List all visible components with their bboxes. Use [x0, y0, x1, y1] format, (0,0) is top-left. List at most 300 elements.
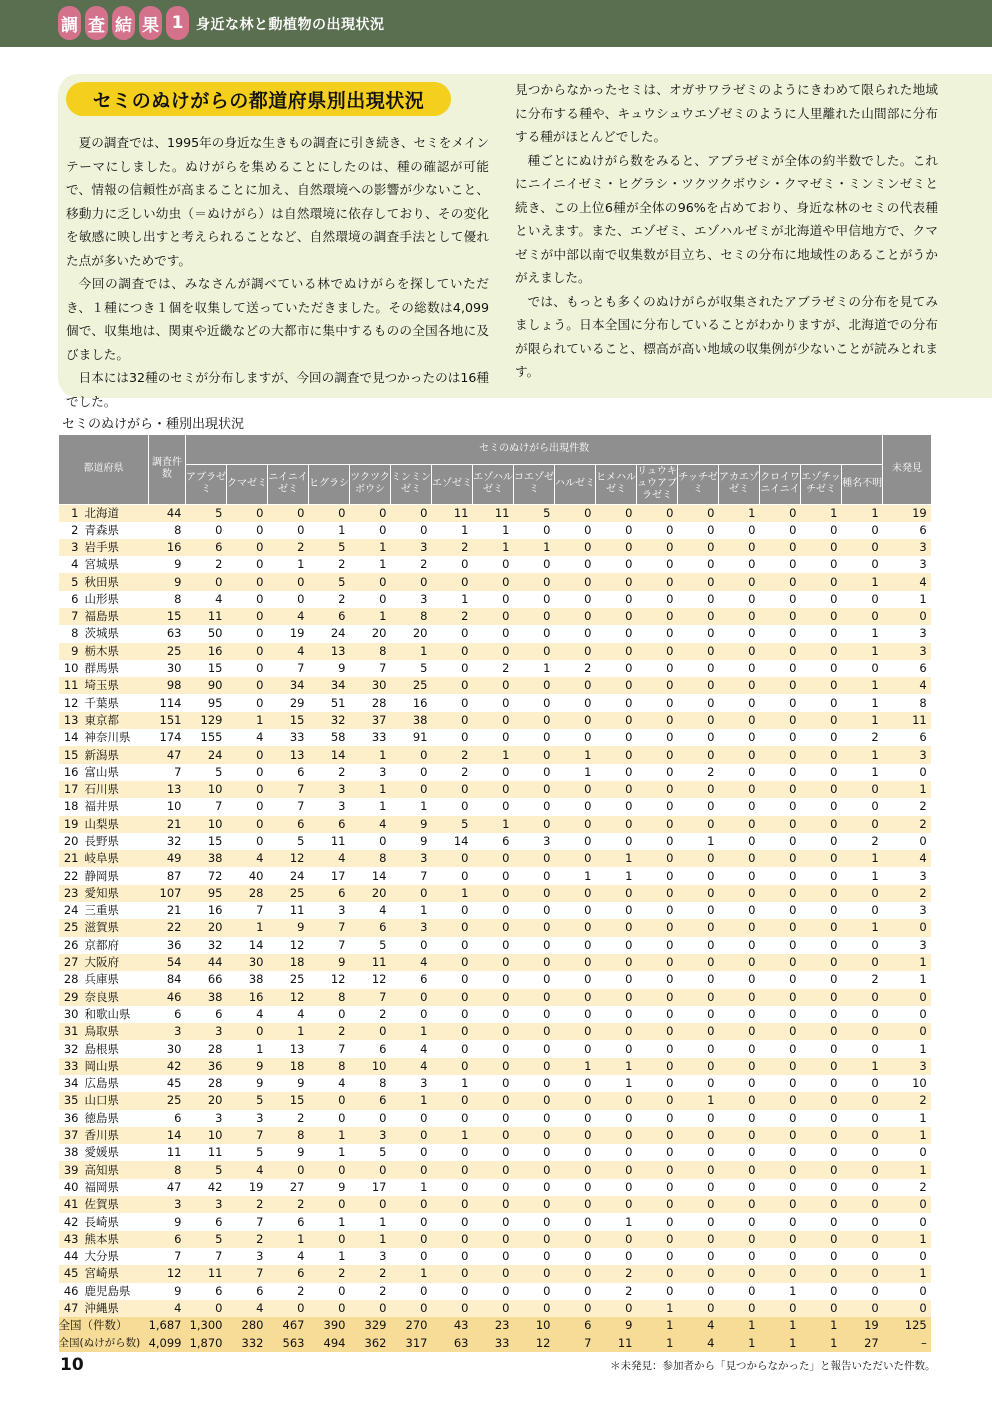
table-cell: 4 [350, 902, 391, 919]
table-cell: 4 [678, 1334, 719, 1351]
prefecture-cell [59, 919, 149, 936]
table-cell: 13 [268, 1040, 309, 1057]
page-number: 10 [60, 1355, 84, 1375]
table-cell: 2 [883, 885, 931, 902]
table-cell: 0 [514, 556, 555, 573]
table-cell: 0 [473, 625, 514, 642]
table-row [59, 556, 931, 573]
table-cell: 9 [309, 660, 350, 677]
table-cell: 10 [186, 1127, 227, 1144]
table-cell: 14 [432, 833, 473, 850]
table-cell: 0 [227, 764, 268, 781]
prefecture-cell [59, 867, 149, 884]
table-row [59, 1161, 931, 1178]
table-cell: 0 [801, 746, 842, 763]
table-row [59, 643, 931, 660]
table-cell: 12 [268, 850, 309, 867]
table-cell: 9 [149, 1213, 186, 1230]
table-cell: 0 [842, 1179, 883, 1196]
table-cell: 0 [760, 1196, 801, 1213]
table-cell: 129 [186, 712, 227, 729]
table-cell: 0 [637, 867, 678, 884]
table-cell: 0 [637, 1213, 678, 1230]
table-cell: 1 [883, 591, 931, 608]
table-cell: 0 [555, 1040, 596, 1057]
prefecture-name: 新潟県 [84, 747, 119, 762]
row-number: 36 [63, 1110, 79, 1125]
table-cell: 4 [149, 1300, 186, 1317]
table-cell: 25 [268, 971, 309, 988]
header-species: アブラゼミ [186, 464, 227, 504]
table-cell: 0 [760, 643, 801, 660]
table-cell: 0 [596, 712, 637, 729]
table-cell: 0 [350, 504, 391, 522]
table-cell: 0 [473, 1300, 514, 1317]
table-cell: 0 [555, 902, 596, 919]
table-cell: 0 [432, 971, 473, 988]
table-cell: 0 [227, 798, 268, 815]
table-cell: 0 [719, 816, 760, 833]
table-cell: 0 [801, 1231, 842, 1248]
table-cell: 0 [760, 1023, 801, 1040]
table-cell: 0 [883, 1023, 931, 1040]
table-cell: 1 [842, 850, 883, 867]
table-cell: 6 [149, 1006, 186, 1023]
header-species: ツクツクボウシ [350, 464, 391, 504]
table-cell: 0 [596, 989, 637, 1006]
table-cell: 0 [760, 591, 801, 608]
table-cell: 0 [473, 1058, 514, 1075]
table-cell: 0 [473, 694, 514, 711]
row-number: 19 [63, 816, 79, 831]
table-cell: 90 [186, 677, 227, 694]
table-cell: 0 [801, 608, 842, 625]
table-cell: 0 [514, 764, 555, 781]
table-cell: 1 [350, 746, 391, 763]
table-cell: 3 [149, 1023, 186, 1040]
table-cell: 0 [842, 885, 883, 902]
table-row [59, 660, 931, 677]
table-cell: 0 [432, 1006, 473, 1023]
table-cell: 0 [309, 1196, 350, 1213]
table-cell: 1 [842, 504, 883, 522]
table-cell: 0 [801, 1075, 842, 1092]
table-cell: 4 [391, 1058, 432, 1075]
prefecture-cell [59, 1300, 149, 1317]
table-cell: 0 [227, 781, 268, 798]
table-row [59, 1110, 931, 1127]
prefecture-name: 静岡県 [84, 868, 119, 883]
table-cell: 50 [186, 625, 227, 642]
table-cell: 51 [309, 694, 350, 711]
table-cell: 4 [227, 1006, 268, 1023]
table-cell: 0 [514, 1283, 555, 1300]
table-cell: 54 [149, 954, 186, 971]
table-cell: 0 [883, 989, 931, 1006]
table-cell: 0 [719, 1006, 760, 1023]
paragraph: では、もっとも多くのぬけがらが収集されたアブラゼミの分布を見てみましょう。日本全国に分布していることがわかりますが、北海道での分布が限られていること、標高が高い地域の収集例が少ないことが読みとれます。 [515, 293, 938, 379]
table-cell: 0 [227, 504, 268, 522]
table-cell: 12 [149, 1265, 186, 1282]
table-cell: 0 [473, 1248, 514, 1265]
table-cell: 0 [596, 1231, 637, 1248]
table-cell: 0 [555, 798, 596, 815]
table-cell: 0 [760, 764, 801, 781]
table-row [59, 729, 931, 746]
table-cell: 1 [637, 1317, 678, 1334]
table-cell: 0 [555, 625, 596, 642]
table-cell: 0 [350, 1196, 391, 1213]
table-cell: 0 [514, 1023, 555, 1040]
row-number: 42 [63, 1214, 79, 1229]
table-cell: 0 [514, 816, 555, 833]
header-species: リュウキュウアブラゼミ [637, 464, 678, 504]
table-cell: 10 [350, 1058, 391, 1075]
table-cell: 0 [555, 971, 596, 988]
table-cell: 15 [186, 833, 227, 850]
table-row [59, 1231, 931, 1248]
table-cell: 1 [350, 539, 391, 556]
row-number: 14 [63, 730, 79, 745]
table-cell: 15 [268, 1092, 309, 1109]
table-cell: 10 [186, 781, 227, 798]
table-cell: 30 [227, 954, 268, 971]
table-row [59, 1196, 931, 1213]
row-number: 10 [63, 661, 79, 676]
table-cell: 0 [596, 660, 637, 677]
table-cell: 0 [555, 954, 596, 971]
table-cell: 0 [555, 1161, 596, 1178]
prefecture-name: 石川県 [84, 782, 119, 797]
table-cell: 0 [760, 1075, 801, 1092]
table-cell: 4 [227, 1300, 268, 1317]
table-cell: 5 [186, 504, 227, 522]
prefecture-cell [59, 989, 149, 1006]
table-cell: 2 [555, 660, 596, 677]
table-cell: 0 [719, 989, 760, 1006]
table-cell: 0 [801, 850, 842, 867]
table-cell: – [883, 1334, 931, 1351]
table-cell: 0 [432, 1283, 473, 1300]
table-row [59, 781, 931, 798]
table-cell: 0 [432, 1144, 473, 1161]
table-cell: 0 [555, 1283, 596, 1300]
table-row [59, 1300, 931, 1317]
table-cell: 0 [596, 643, 637, 660]
row-number: 8 [71, 626, 79, 641]
table-cell: 6 [883, 729, 931, 746]
table-cell: 0 [801, 1092, 842, 1109]
table-cell: 15 [268, 712, 309, 729]
table-row [59, 1283, 931, 1300]
table-cell: 0 [719, 954, 760, 971]
prefecture-name: 島根県 [84, 1041, 119, 1056]
table-cell: 0 [637, 504, 678, 522]
table-cell: 6 [186, 1213, 227, 1230]
row-number: 12 [63, 695, 79, 710]
table-cell: 0 [514, 1231, 555, 1248]
table-cell: 5 [186, 1231, 227, 1248]
table-cell: 0 [227, 608, 268, 625]
table-cell: 0 [678, 1161, 719, 1178]
table-cell: 11 [432, 504, 473, 522]
row-number: 26 [63, 937, 79, 952]
table-cell: 0 [678, 1144, 719, 1161]
table-cell: 1 [391, 902, 432, 919]
table-cell: 20 [350, 625, 391, 642]
table-cell: 4 [678, 1317, 719, 1334]
table-cell: 0 [432, 1023, 473, 1040]
table-cell: 0 [842, 781, 883, 798]
table-cell: 38 [186, 989, 227, 1006]
table-cell: 49 [149, 850, 186, 867]
table-cell: 0 [391, 504, 432, 522]
table-cell: 0 [842, 539, 883, 556]
table-cell: 0 [801, 781, 842, 798]
prefecture-cell [59, 1283, 149, 1300]
table-cell: 0 [678, 1040, 719, 1057]
table-cell: 15 [186, 660, 227, 677]
table-cell: 317 [391, 1334, 432, 1351]
table-cell: 7 [149, 1248, 186, 1265]
prefecture-name: 沖縄県 [84, 1301, 119, 1315]
table-cell: 0 [555, 694, 596, 711]
table-cell: 0 [473, 1127, 514, 1144]
table-cell: 3 [883, 625, 931, 642]
table-cell: 0 [801, 1196, 842, 1213]
table-cell: 6 [268, 1213, 309, 1230]
table-cell: 0 [555, 989, 596, 1006]
table-cell: 0 [842, 937, 883, 954]
table-cell: 0 [350, 833, 391, 850]
table-cell: 12 [268, 989, 309, 1006]
table-cell: 0 [514, 954, 555, 971]
table-cell: 0 [514, 885, 555, 902]
table-cell: 0 [801, 1110, 842, 1127]
table-cell: 6 [555, 1317, 596, 1334]
table-cell: 0 [637, 625, 678, 642]
table-cell: 44 [186, 954, 227, 971]
table-cell: 0 [678, 539, 719, 556]
table-cell: 63 [149, 625, 186, 642]
prefecture-name: 福岡県 [84, 1179, 119, 1194]
table-cell: 1 [268, 1023, 309, 1040]
table-cell: 11 [268, 902, 309, 919]
prefecture-name: 奈良県 [84, 989, 119, 1004]
prefecture-name: 滋賀県 [84, 920, 119, 935]
table-cell: 0 [678, 971, 719, 988]
table-cell: 2 [391, 556, 432, 573]
table-cell: 0 [473, 556, 514, 573]
table-cell: 0 [637, 781, 678, 798]
table-cell: 44 [149, 504, 186, 522]
table-cell: 3 [883, 746, 931, 763]
table-cell: 8 [149, 522, 186, 539]
table-cell: 0 [514, 1058, 555, 1075]
table-cell: 0 [227, 816, 268, 833]
prefecture-name: 高知県 [84, 1162, 119, 1177]
table-cell: 0 [473, 608, 514, 625]
table-row [59, 1248, 931, 1265]
table-cell: 11 [186, 608, 227, 625]
table-cell: 1 [432, 885, 473, 902]
table-cell: 0 [596, 833, 637, 850]
table-cell: 0 [309, 1231, 350, 1248]
table-cell: 3 [186, 1023, 227, 1040]
table-cell: 0 [432, 1213, 473, 1230]
prefecture-cell [59, 660, 149, 677]
row-number: 23 [63, 885, 79, 900]
prefecture-name: 和歌山県 [84, 1006, 131, 1021]
table-cell: 0 [760, 1006, 801, 1023]
table-cell: 0 [268, 573, 309, 590]
table-cell: 7 [186, 1248, 227, 1265]
table-cell: 0 [719, 902, 760, 919]
table-cell: 3 [350, 1127, 391, 1144]
table-cell: 0 [473, 764, 514, 781]
table-cell: 7 [227, 1265, 268, 1282]
table-cell: 0 [719, 1265, 760, 1282]
table-cell: 2 [309, 764, 350, 781]
table-cell: 0 [637, 573, 678, 590]
prefecture-cell [59, 694, 149, 711]
table-cell: 0 [637, 694, 678, 711]
table-row [59, 539, 931, 556]
total-label: 全国(ぬけがら数) [59, 1334, 149, 1351]
table-cell: 0 [473, 781, 514, 798]
table-cell: 0 [555, 643, 596, 660]
table-cell: 28 [227, 885, 268, 902]
row-number: 27 [63, 955, 79, 970]
table-cell: 0 [719, 1023, 760, 1040]
table-cell: 11 [186, 1265, 227, 1282]
table-cell: 0 [760, 729, 801, 746]
table-cell: 0 [719, 1161, 760, 1178]
table-cell: 1 [883, 781, 931, 798]
table-cell: 0 [637, 677, 678, 694]
table-cell: 0 [760, 798, 801, 815]
table-cell: 0 [391, 746, 432, 763]
table-cell: 2 [432, 539, 473, 556]
table-cell: 0 [268, 504, 309, 522]
table-cell: 0 [391, 989, 432, 1006]
table-cell: 0 [391, 1110, 432, 1127]
table-cell: 0 [678, 937, 719, 954]
table-cell: 0 [719, 643, 760, 660]
table-cell: 0 [350, 1161, 391, 1178]
table-cell: 0 [514, 1179, 555, 1196]
table-cell: 0 [555, 1023, 596, 1040]
table-cell: 0 [719, 919, 760, 936]
table-cell: 0 [760, 556, 801, 573]
table-cell: 0 [637, 1161, 678, 1178]
table-cell: 0 [678, 1075, 719, 1092]
table-cell: 3 [883, 539, 931, 556]
table-cell: 0 [514, 1127, 555, 1144]
table-cell: 9 [391, 816, 432, 833]
table-cell: 0 [801, 816, 842, 833]
table-cell: 329 [350, 1317, 391, 1334]
table-cell: 10 [149, 798, 186, 815]
table-cell: 0 [514, 798, 555, 815]
table-cell: 0 [801, 1283, 842, 1300]
table-row [59, 954, 931, 971]
table-cell: 0 [842, 1283, 883, 1300]
table-cell: 2 [186, 556, 227, 573]
table-cell: 0 [678, 573, 719, 590]
table-cell: 0 [842, 1006, 883, 1023]
table-cell: 9 [309, 954, 350, 971]
table-cell: 0 [842, 954, 883, 971]
table-cell: 0 [637, 1006, 678, 1023]
table-cell: 9 [149, 1283, 186, 1300]
table-cell: 36 [149, 937, 186, 954]
table-cell: 5 [268, 833, 309, 850]
table-cell: 0 [760, 954, 801, 971]
table-cell: 1 [842, 573, 883, 590]
table-cell: 0 [760, 677, 801, 694]
table-cell: 6 [149, 1110, 186, 1127]
table-cell: 3 [883, 556, 931, 573]
table-cell: 0 [391, 1144, 432, 1161]
table-cell: 0 [842, 1092, 883, 1109]
table-cell: 0 [473, 971, 514, 988]
row-number: 9 [71, 643, 79, 658]
table-cell: 0 [391, 1300, 432, 1317]
table-cell: 1 [801, 1317, 842, 1334]
prefecture-name: 愛媛県 [84, 1145, 119, 1160]
prefecture-cell [59, 677, 149, 694]
paragraph: 種ごとにぬけがら数をみると、アブラゼミが全体の約半数でした。これにニイニイゼミ・ヒグラシ・ツクツクボウシ・クマゼミ・ミンミンゼミと続き、この上位6種が全体の96%を占めており、身近な林のセミの代表種といえます。また、エゾゼミ、エゾハルゼミが北海道や甲信地方で、クマゼミが中部以南で収集数が目立ち、セミの分布に地域性のあることがうかがえました。 [515, 152, 939, 285]
top-banner [0, 0, 992, 47]
table-cell: 2 [350, 1283, 391, 1300]
table-cell: 3 [883, 902, 931, 919]
prefecture-name: 青森県 [84, 522, 119, 537]
row-number: 16 [63, 764, 79, 779]
table-cell: 0 [678, 660, 719, 677]
table-cell: 0 [596, 1110, 637, 1127]
table-cell: 4 [883, 573, 931, 590]
table-cell: 0 [432, 1265, 473, 1282]
table-cell: 87 [149, 867, 186, 884]
table-cell: 9 [268, 1075, 309, 1092]
table-cell: 0 [432, 677, 473, 694]
table-cell: 0 [596, 573, 637, 590]
table-cell: 0 [555, 1144, 596, 1161]
table-cell: 0 [432, 643, 473, 660]
table-cell: 0 [842, 1110, 883, 1127]
badge-char: 1 [166, 6, 189, 40]
table-cell: 1 [678, 1092, 719, 1109]
table-cell: 0 [432, 625, 473, 642]
table-cell: 0 [883, 919, 931, 936]
header-species: ハルゼミ [555, 464, 596, 504]
table-cell: 0 [801, 625, 842, 642]
table-cell: 0 [432, 902, 473, 919]
table-cell: 0 [637, 1023, 678, 1040]
table-cell: 27 [842, 1334, 883, 1351]
header-unfound: 未発見 [883, 435, 931, 504]
table-cell: 1 [309, 1213, 350, 1230]
table-cell: 0 [801, 522, 842, 539]
table-cell: 0 [555, 556, 596, 573]
table-cell: 0 [678, 729, 719, 746]
header-species: エゾハルゼミ [473, 464, 514, 504]
row-number: 43 [63, 1231, 79, 1246]
header-species: クマゼミ [227, 464, 268, 504]
table-cell: 0 [842, 798, 883, 815]
table-cell: 0 [596, 1300, 637, 1317]
